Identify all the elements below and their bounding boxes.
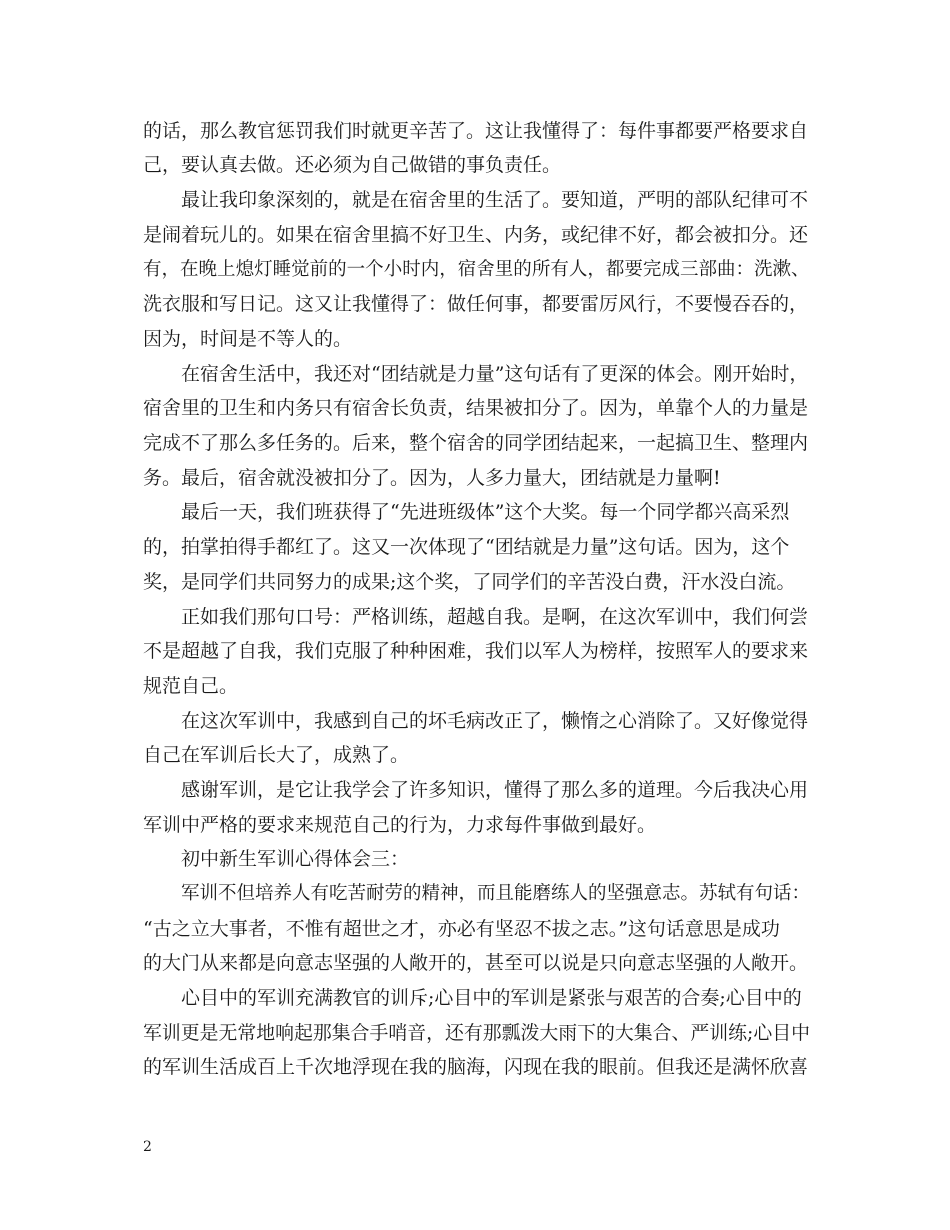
- text-line: 奖，是同学们共同努力的成果;这个奖，了同学们的辛苦没白费，汗水没白流。: [143, 571, 796, 593]
- text-line: 不是超越了自我，我们克服了种种困难，我们以军人为榜样，按照军人的要求来: [143, 640, 809, 662]
- text-line: 己，要认真去做。还必须为自己做错的事负责任。: [143, 154, 562, 176]
- text-line: 正如我们那句口号：严格训练，超越自我。是啊，在这次军训中，我们何尝: [181, 606, 809, 628]
- text-line: 洗衣服和写日记。这又让我懂得了：做任何事，都要雷厉风行，不要慢吞吞的，: [143, 293, 809, 315]
- text-line: “古之立大事者，不惟有超世之才，亦必有坚忍不拔之志。”这句话意思是成功: [143, 918, 780, 940]
- text-line: 在这次军训中，我感到自己的坏毛病改正了，懒惰之心消除了。又好像觉得: [181, 710, 809, 732]
- text-line: 的，拍掌拍得手都红了。这又一次体现了“团结就是力量”这句话。因为，这个: [143, 536, 790, 558]
- text-line: 是闹着玩儿的。如果在宿舍里搞不好卫生、内务，或纪律不好，都会被扣分。还: [143, 224, 809, 246]
- text-line: 宿舍里的卫生和内务只有宿舍长负责，结果被扣分了。因为，单靠个人的力量是: [143, 397, 809, 419]
- text-line: 有，在晚上熄灯睡觉前的一个小时内，宿舍里的所有人，都要完成三部曲：洗漱、: [143, 259, 810, 280]
- text-line: 感谢军训，是它让我学会了许多知识，懂得了那么多的道理。今后我决心用: [181, 779, 809, 801]
- text-line: 军训更是无常地响起那集合手哨音，还有那瓢泼大雨下的大集合、严训练;心目中: [143, 1022, 810, 1044]
- text-line: 最让我印象深刻的，就是在宿舍里的生活了。要知道，严明的部队纪律可不: [181, 189, 809, 211]
- text-line: 完成不了那么多任务的。后来，整个宿舍的同学团结起来，一起搞卫生、整理内: [143, 432, 809, 454]
- text-line: 规范自己。: [143, 675, 239, 697]
- text-line: 心目中的军训充满教官的训斥;心目中的军训是紧张与艰苦的合奏;心目中的: [181, 987, 802, 1009]
- text-line: 军训不但培养人有吃苦耐劳的精神，而且能磨练人的坚强意志。苏轼有句话：: [181, 883, 811, 904]
- text-line: 最后一天，我们班获得了“先进班级体”这个大奖。每一个同学都兴高采烈: [181, 501, 790, 523]
- text-line: 自己在军训后长大了，成熟了。: [143, 744, 410, 766]
- page-number: 2: [143, 1139, 152, 1155]
- text-line: 在宿舍生活中，我还对“团结就是力量”这句话有了更深的体会。刚开始时，: [181, 363, 809, 385]
- text-line: 的话，那么教官惩罚我们时就更辛苦了。这让我懂得了：每件事都要严格要求自: [143, 120, 809, 142]
- text-line: 军训中严格的要求来规范自己的行为，力求每件事做到最好。: [143, 814, 657, 836]
- text-line: 务。最后，宿舍就没被扣分了。因为，人多力量大，团结就是力量啊!: [143, 467, 721, 489]
- text-line: 因为，时间是不等人的。: [143, 328, 353, 350]
- text-line: 的大门从来都是向意志坚强的人敞开的，甚至可以说是只向意志坚强的人敞开。: [143, 952, 809, 974]
- text-line: 的军训生活成百上千次地浮现在我的脑海，闪现在我的眼前。但我还是满怀欣喜: [143, 1056, 809, 1078]
- section-heading: 初中新生军训心得体会三：: [181, 848, 410, 870]
